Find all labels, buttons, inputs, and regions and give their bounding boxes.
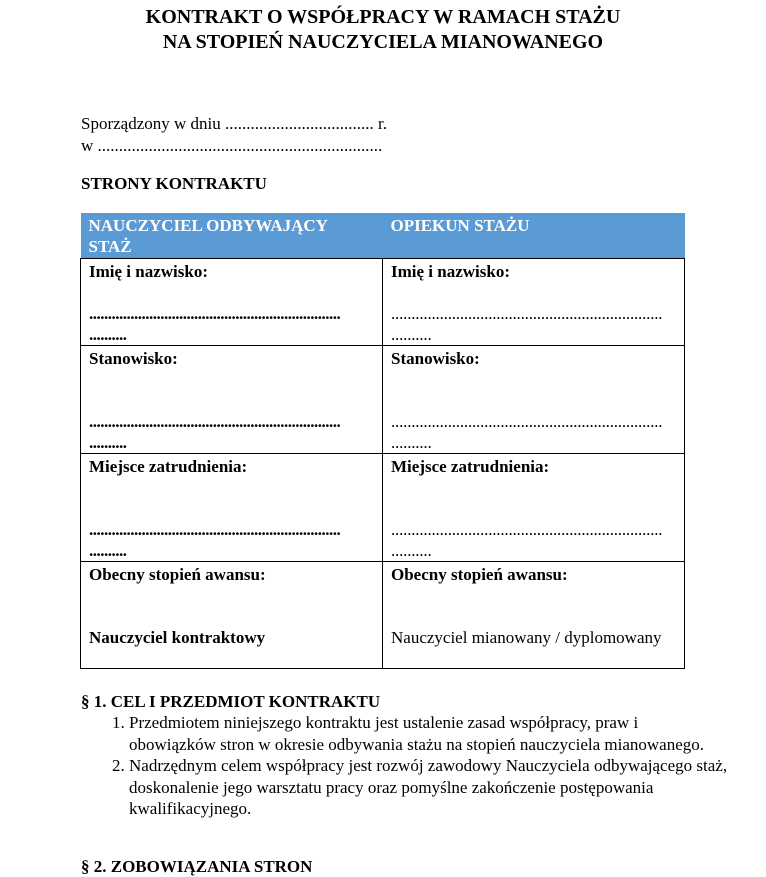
table-header-row (81, 213, 685, 259)
trainee-position-cell[interactable] (81, 346, 383, 454)
list-item: 1. Przedmiotem niniejszego kontraktu jest ustalenie zasad współpracy, praw i obowiązków stron w okresie odbywania stażu na stopień nauczyciela mianowanego. (129, 712, 729, 755)
trainee-name-cell[interactable] (81, 259, 383, 346)
field-label: Stanowisko: (391, 349, 480, 368)
header-trainee: NAUCZYCIEL ODBYWAJĄCY STAŻ (81, 213, 383, 259)
document-title (0, 5, 766, 55)
field-label: Imię i nazwisko: (391, 262, 510, 281)
fill-line: ................................................................... (391, 412, 663, 431)
mentor-name-cell[interactable] (383, 259, 685, 346)
mentor-position-cell[interactable] (383, 346, 685, 454)
field-label: Stanowisko: (89, 349, 178, 368)
title-line-2: NA STOPIEŃ NAUCZYCIELA MIANOWANEGO (162, 31, 604, 53)
fill-line: .......... (391, 325, 432, 344)
table-row (81, 562, 685, 669)
field-label: Imię i nazwisko: (89, 262, 208, 281)
fill-line: .......... (391, 541, 432, 560)
trainee-workplace-cell[interactable] (81, 454, 383, 562)
section-2-heading: § 2. ZOBOWIĄZANIA STRON (81, 857, 313, 876)
place-line: w ................................................................... (81, 136, 383, 155)
trainee-rank-cell[interactable] (81, 562, 383, 669)
header-mentor: OPIEKUN STAŻU (383, 213, 685, 259)
list-item: 2. Nadrzędnym celem współpracy jest rozwój zawodowy Nauczyciela odbywającego staż, doskonalenie jego warsztatu pracy oraz pomyślne zakończenie postępowania kwalifikacyjnego. (129, 755, 729, 820)
mentor-rank-value: Nauczyciel mianowany / dyplomowany (391, 628, 662, 647)
section-1-list (95, 712, 729, 820)
table-row (81, 259, 685, 346)
fill-line: .......... (391, 433, 432, 452)
mentor-rank-cell[interactable] (383, 562, 685, 669)
fill-line: .......... (89, 541, 127, 560)
section-1-heading: § 1. CEL I PRZEDMIOT KONTRAKTU (81, 692, 381, 711)
fill-line: .......... (89, 325, 127, 344)
table-row (81, 346, 685, 454)
field-label: Miejsce zatrudnienia: (391, 457, 550, 476)
fill-line: ................................................................... (89, 520, 341, 539)
mentor-workplace-cell[interactable] (383, 454, 685, 562)
field-label: Obecny stopień awansu: (89, 565, 266, 584)
fill-line: ................................................................... (89, 412, 341, 431)
field-label: Miejsce zatrudnienia: (89, 457, 248, 476)
field-label: Obecny stopień awansu: (391, 565, 568, 584)
contract-meta (81, 113, 387, 157)
date-line: Sporządzony w dniu ................................... r. (81, 114, 387, 133)
table-row (81, 454, 685, 562)
trainee-rank-value: Nauczyciel kontraktowy (89, 628, 266, 647)
fill-line: ................................................................... (391, 304, 663, 323)
parties-heading: STRONY KONTRAKTU (81, 174, 267, 193)
parties-table (80, 213, 685, 669)
fill-line: ................................................................... (391, 520, 663, 539)
title-line-1: KONTRAKT O WSPÓŁPRACY W RAMACH STAŻU (145, 6, 621, 28)
fill-line: ................................................................... (89, 304, 341, 323)
fill-line: .......... (89, 433, 127, 452)
